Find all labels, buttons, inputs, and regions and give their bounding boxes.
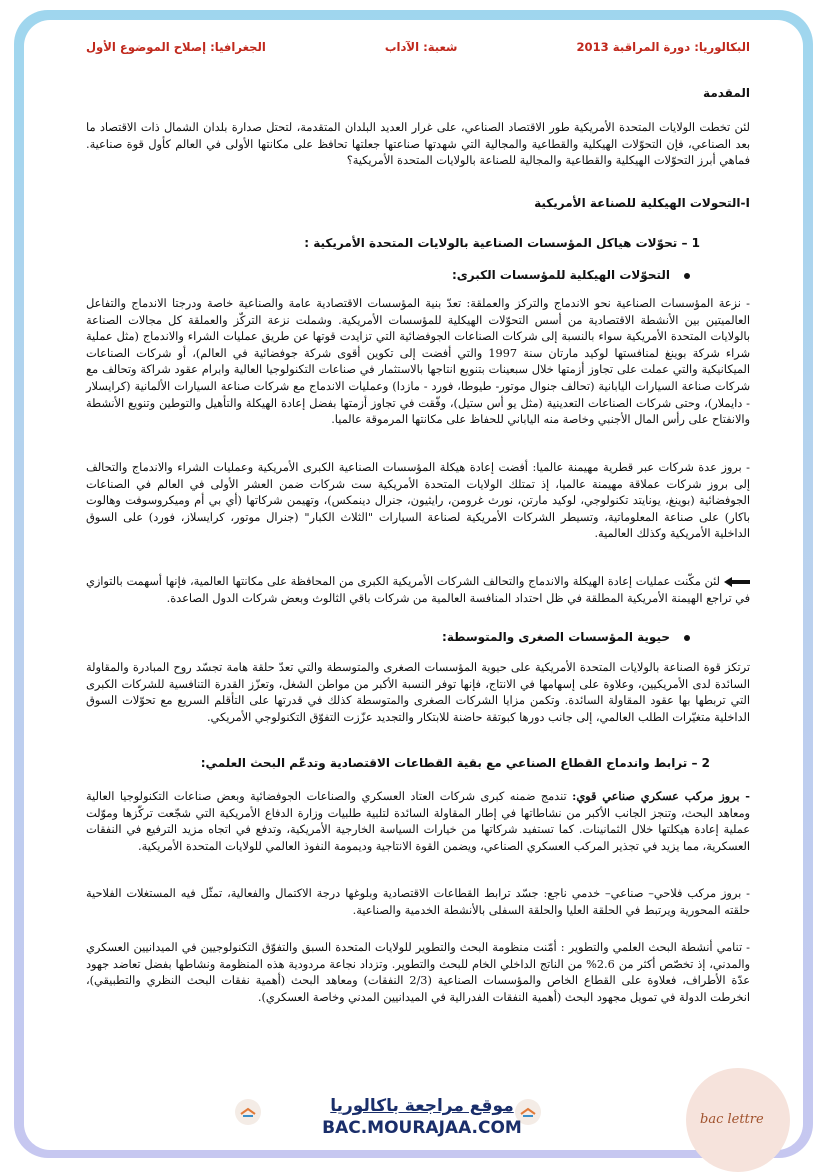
- paragraph-agro-complex: - بروز مركب فلاحي– صناعي– خدمي ناجع: جسّد ترابط القطاعات الاقتصادية وبلوغها درجة الاكتمال والفعالية، تمثّل فيه المستغلات الفلاحية حلقته المحورية ويرتبط في الحلقة العليا والحلقة السفلى بالأنشطة الخدمية والصناعية.: [86, 887, 750, 917]
- paragraph-transnational: - بروز عدة شركات عبر قطرية مهيمنة عالميا: أفضت إعادة هيكلة المؤسسات الصناعية الكبرى الأمريكية وعمليات الشراء والاندماج والتحالف إلى بروز شركات عملاقة مهيمنة عالميا، إذ تمتلك الولايات المتحدة الأمريكية ست شركات ضمن العشر الأولى في العالم في الصناعات الجوفضائية (بوينغ، يونايتد تكنولوجي، لوكيد مارتن، نورث غرومن، رايثيون، جنرال دينمكس)، وتهيمن شركاتها (أي بي أم وميكروسوفت وهالوت باكار) على صناعة المعلوماتية، وتسيطر الشركات الأمريكية لصناعة السيارات "الثلاث الكبار" (جنرال موتور، كرايسلاز، فورد) على السوق الداخلية الأمريكية وكذلك العالمية.: [86, 461, 750, 541]
- section-1-title: I-التحولات الهيكلية للصناعة الأمريكية: [534, 196, 750, 210]
- site-url[interactable]: BAC.MOURAJAA.COM: [322, 1118, 522, 1138]
- site-name-arabic[interactable]: موقع مراجعة باكالوريا: [330, 1096, 514, 1116]
- bullet-icon: [684, 273, 690, 279]
- paragraph-concentration: - نزعة المؤسسات الصناعية نحو الاندماج والتركز والعملقة: تعدّ بنية المؤسسات الاقتصادية عامة والصناعية خاصة ودرجتا الاندماج والتفاعل العالميتين بين الأنشطة الاقتصادية من أسس التحوّلات الهيكلية للمؤسسات الأمريكية. وشملت نزعة التركّز والعملقة كل مجالات الصناعة بالولايات المتحدة الأمريكية سواء بالنسبة إلى شركات الصناعات الجوفضائية التي تزايدت قوتها عن طريق عمليات الشراء والاندماج (مثل عملية شراء شركة بوينغ لمنافستها لوكيد مارتان سنة 1997 والتي أفضت إلى تكوين أقوى شركة جوفضائية في العالم)، أو شركات الصناعات الميكانيكية والتي عملت على تجاوز أزمتها خلال سبعينات بتنويع انتاجها بالاستثمار في صناعات التكنولوجيا العالية وابرام عقود شراكة وتحالف مع شركات صناعة السيارات اليابانية (تحالف جنوال موتور- طيوطا، فورد - مازدا) وعمليات الاندماج مع شركات صناعة السيارات الألمانية (كرايسلار - دايملار)، وحتى شركات الصناعات التعدينية (مثل يو أس ستيل)، وفّقت في تجاوز أزمتها بفضل إعادة الهيكلة والتأهيل والتوطين وتنويع الأنشطة والانفتاح على رأس المال الأجنبي وخاصة منه الياباني للحفاظ على مكانتها المرموقة عالميا.: [86, 297, 750, 427]
- bullet-icon: [684, 635, 690, 641]
- paragraph-conclusion-arrow: لئن مكّنت عمليات إعادة الهيكلة والاندماج والتحالف الشركات الأمريكية الكبرى من المحافظة على مكانتها العالمية، فإنها أسهمت بالتوازي في تراجع الهيمنة الأمريكية المطلقة في ظل احتداد المنافسة العالمية من شركات باقي الثالوث وبعض شركات الدول الصاعدة.: [86, 575, 750, 605]
- bullet-large-firms: التحوّلات الهيكلية للمؤسسات الكبرى:: [452, 268, 690, 282]
- exam-branch: شعبة: الآداب: [384, 40, 458, 54]
- exam-session: البكالوريا: دورة المراقبة 2013: [576, 40, 750, 54]
- exam-subject: الجغرافيا: إصلاح الموضوع الأول: [86, 40, 266, 54]
- bullet-smes: حيوية المؤسسات الصغرى والمتوسطة:: [442, 630, 690, 644]
- paragraph-military-complex: - بروز مركب عسكري صناعي قوي: تندمج ضمنه كبرى شركات العتاد العسكري والصناعات الجوفضائية وبعض صناعات التكنولوجيا العالية ومعاهد البحث، وتنجز الجانب الأكبر من نشاطاتها في إطار المقاولة السائدة لتلبية طلبيات وزارة الدفاع الأمريكية التي شجّعت تركّزها وموّلت عملية إعادة هيكلتها خلال الثمانينات. كما تستفيد شركاتها من خيارات السياسة الخارجية الأمريكية، وتدفع في اتجاه مزيد الترفيع في النفقات العسكرية، مما يزيد في تجذير المركب العسكري الصناعي، ويضمن القوة الانتاجية وديمومة النفوذ العالمي للولايات المتحدة الأمريكية.: [86, 789, 750, 853]
- brand-logo-text: bac lettre: [700, 1112, 764, 1127]
- paragraph-smes: ترتكز قوة الصناعة بالولايات المتحدة الأمريكية على حيوية المؤسسات الصغرى والمتوسطة والتي تعدّ حلقة هامة تجسّد روح المبادرة والمقاولة السائدة لدى الأمريكيين، وعلاوة على إسهامها في الانتاج، فإنها توفر النسبة الأكبر من مواطن الشغل، وتعزّز القدرة التنافسية للشركات الكبرى التي تربطها بها عقود المقاولة السائدة. وتكمن مزايا الشركات الصغرى والمتوسطة كذلك في قدرتها على التأقلم السريع مع تحوّلات السوق الداخلية متغيّرات الطلب العالمي، إلى جانب دورها كبوتقة حاضنة للابتكار والتجديد عزّزت التفوّق التكنولوجي الأمريكي.: [86, 661, 750, 724]
- footer: [232, 1096, 612, 1152]
- subsection-2-title: 2 – ترابط واندماج القطاع الصناعي مع بقية القطاعات الاقتصادية وتدعّم البحث العلمي:: [200, 756, 710, 770]
- brand-logo: [686, 1068, 790, 1172]
- intro-paragraph: لئن تخطت الولايات المتحدة الأمريكية طور الاقتصاد الصناعي، على غرار العديد البلدان المتقدمة، لتحتل صدارة بلدان الشمال ذات الاقتصاد ما بعد الصناعي، فإن التحوّلات الهيكلية والقطاعية والمجالية التي شهدتها صناعتها جعلتها تحافظ على مكانتها الأولى في العالم كأول قوة صناعية. فماهي أبرز التحوّلات الهيكلية والقطاعية والمجالية للصناعة بالولايات المتحدة الأمريكية؟: [86, 121, 750, 168]
- document-body: [86, 40, 750, 1040]
- subsection-1-title: 1 – تحوّلات هياكل المؤسسات الصناعية بالولايات المتحدة الأمريكية :: [304, 236, 700, 250]
- intro-title: المقدمة: [703, 86, 750, 100]
- arrow-left-icon: [724, 577, 750, 587]
- paragraph-research: - تنامي أنشطة البحث العلمي والتطوير : أمّنت منظومة البحث والتطوير للولايات المتحدة السبق والتفوّق التكنولوجيين في الميدانيين العسكري والمدني، إذ تخصّص أكثر من 2.6% من الناتج الداخلي الخام للبحث والتطوير. وتزداد نجاعة مردودية هذه المنظومة ونشاطها بفضل تعاضد جهود عدّة الأطراف، فعلاوة على القطاع الخاص والمؤسسات الصناعية (2/3 النفقات) ومعاهد البحث (أهمية نفقات البحث النظري والتطبيقي)، انخرطت الدولة في تمويل مجهود البحث (أهمية النفقات الفدرالية في الميدانيين المدني وخاصة العسكري).: [86, 941, 750, 1004]
